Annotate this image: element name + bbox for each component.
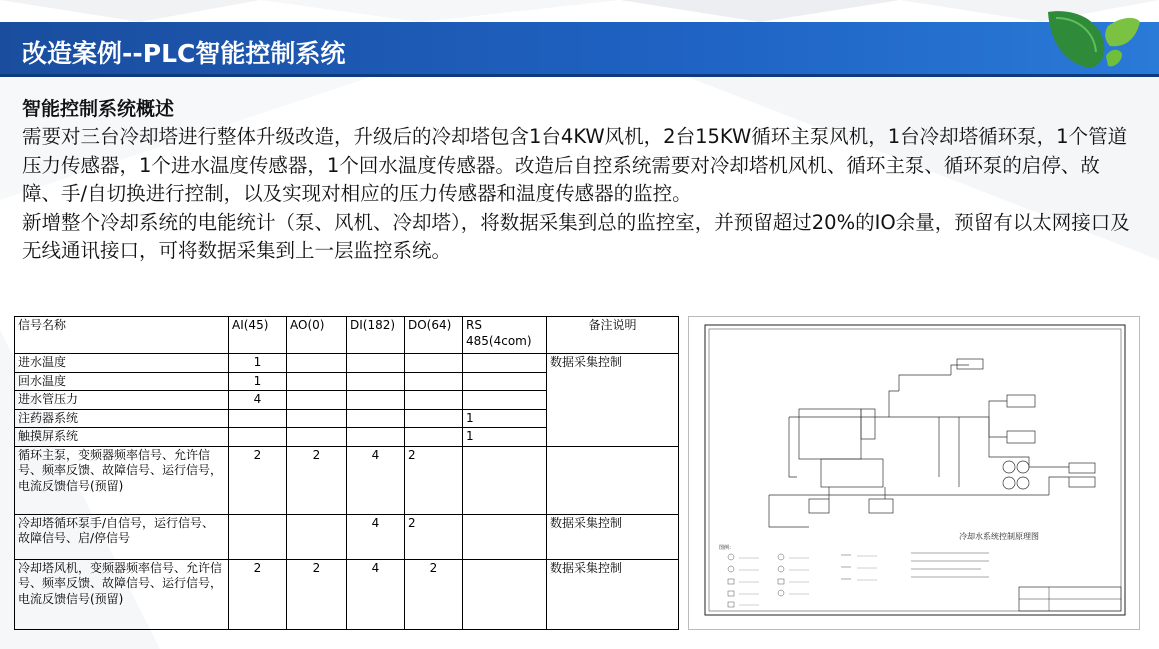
ai-count: [229, 514, 287, 559]
do-count: [405, 391, 463, 410]
header-signal-name: 信号名称: [15, 317, 229, 354]
overview-body: [22, 123, 1132, 266]
header-di: DI(182): [347, 317, 405, 354]
overview-paragraph-2: 新增整个冷却系统的电能统计（泵、风机、冷却塔），将数据采集到总的监控室，并预留超过20%的IO余量，预留有以太网接口及无线通讯接口，可将数据采集到上一层监控系统。: [22, 210, 1130, 262]
ao-count: [287, 354, 347, 373]
rs485-count: [463, 391, 547, 410]
signal-name: 进水管压力: [15, 391, 229, 410]
rs485-count: 1: [463, 409, 547, 428]
io-signal-table: [14, 316, 679, 630]
rs485-count: [463, 514, 547, 559]
ai-count: 2: [229, 559, 287, 629]
header-ai: AI(45): [229, 317, 287, 354]
header-do: DO(64): [405, 317, 463, 354]
schematic-drawing: [689, 317, 1139, 629]
header-ao: AO(0): [287, 317, 347, 354]
overview-paragraph-1: 需要对三台冷却塔进行整体升级改造，升级后的冷却塔包含1台4KW风机，2台15KW循环主泵风机，1台冷却塔循环泵，1个管道压力传感器，1个进水温度传感器，1个回水温度传感器。改造后自控系统需要对冷却塔机风机、循环主泵、循环泵的启停、故障、手/自切换进行控制，以及实现对相应的压力传感器和温度传感器的监控。: [22, 125, 1128, 205]
signal-name: 回水温度: [15, 372, 229, 391]
di-count: [347, 372, 405, 391]
ao-count: 2: [287, 446, 347, 514]
green-leaf-logo-icon: [1042, 4, 1142, 70]
signal-name: 循环主泵，变频器频率信号、允许信号、频率反馈、故障信号、运行信号，电流反馈信号(预留): [15, 446, 229, 514]
signal-name: 冷却塔风机，变频器频率信号、允许信号、频率反馈、故障信号、运行信号，电流反馈信号(预留): [15, 559, 229, 629]
ai-count: [229, 428, 287, 447]
do-count: [405, 428, 463, 447]
table-row: [15, 559, 679, 629]
ao-count: [287, 428, 347, 447]
note-cell: 数据采集控制: [547, 559, 679, 629]
signal-name: 注药器系统: [15, 409, 229, 428]
rs485-count: [463, 559, 547, 629]
do-count: [405, 354, 463, 373]
di-count: [347, 354, 405, 373]
table-row: [15, 514, 679, 559]
ai-count: 2: [229, 446, 287, 514]
note-cell: 数据采集控制: [547, 514, 679, 559]
rs485-count: [463, 354, 547, 373]
di-count: 4: [347, 514, 405, 559]
signal-name: 触摸屏系统: [15, 428, 229, 447]
header-note: 备注说明: [547, 317, 679, 354]
rs485-count: [463, 372, 547, 391]
di-count: 4: [347, 559, 405, 629]
do-count: 2: [405, 514, 463, 559]
ao-count: [287, 372, 347, 391]
di-count: [347, 428, 405, 447]
do-count: [405, 372, 463, 391]
diagram-legend-heading: 图例：: [719, 545, 735, 551]
control-schematic-diagram: [688, 316, 1140, 630]
ai-count: 1: [229, 354, 287, 373]
ai-count: 1: [229, 372, 287, 391]
di-count: [347, 409, 405, 428]
diagram-caption: 冷却水系统控制原理图: [959, 532, 1039, 541]
signal-name: 冷却塔循环泵手/自信号，运行信号、故障信号、启/停信号: [15, 514, 229, 559]
rs485-count: [463, 446, 547, 514]
do-count: 2: [405, 559, 463, 629]
ao-count: 2: [287, 559, 347, 629]
di-count: 4: [347, 446, 405, 514]
signal-name: 进水温度: [15, 354, 229, 373]
note-cell: 数据采集控制: [547, 354, 679, 447]
rs485-count: 1: [463, 428, 547, 447]
slide-title: 改造案例--PLC智能控制系统: [22, 39, 346, 68]
table-row: [15, 354, 679, 373]
table-row: [15, 446, 679, 514]
ai-count: 4: [229, 391, 287, 410]
ai-count: [229, 409, 287, 428]
ao-count: [287, 409, 347, 428]
do-count: [405, 409, 463, 428]
di-count: [347, 391, 405, 410]
ao-count: [287, 514, 347, 559]
overview-heading: 智能控制系统概述: [22, 98, 175, 120]
note-cell: [547, 446, 679, 514]
header-rs485: RS 485(4com): [463, 317, 547, 354]
do-count: 2: [405, 446, 463, 514]
ao-count: [287, 391, 347, 410]
